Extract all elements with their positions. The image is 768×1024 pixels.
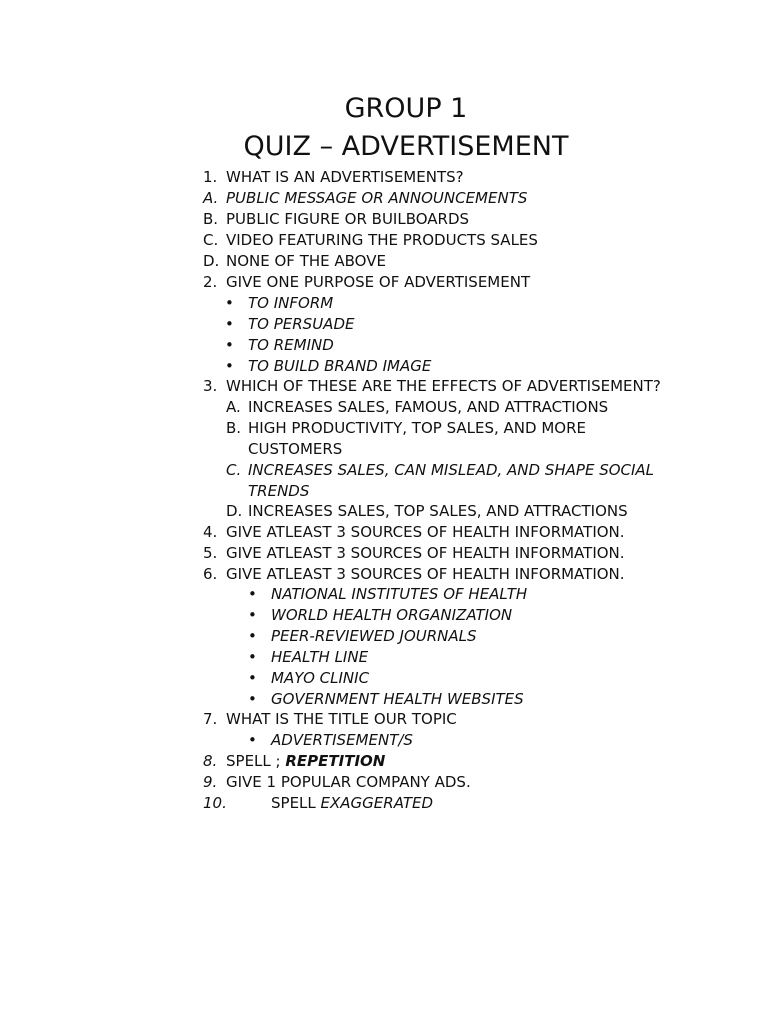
option-letter: B. [226, 419, 242, 437]
option-text: PUBLIC MESSAGE OR ANNOUNCEMENTS [226, 189, 528, 207]
question-number: 3. [203, 377, 218, 395]
option-text: NONE OF THE ABOVE [226, 252, 386, 270]
answer-text: REPETITION [285, 752, 386, 770]
option-letter: C. [226, 461, 242, 479]
bullet-dot-icon: • [248, 690, 257, 708]
question-text: GIVE ATLEAST 3 SOURCES OF HEALTH INFORMATION. [226, 544, 625, 562]
bullet-text: PEER-REVIEWED JOURNALS [271, 627, 477, 645]
bullet-text: TO REMIND [248, 336, 334, 354]
option-letter: D. [203, 252, 220, 270]
page-title: QUIZ – ADVERTISEMENT [243, 131, 569, 162]
bullet-text: TO PERSUADE [248, 315, 355, 333]
group-heading: GROUP 1 [344, 93, 468, 124]
question-text [226, 751, 385, 772]
question-prompt: SPELL ; [226, 752, 286, 770]
bullet-text: ADVERTISEMENT/S [271, 731, 413, 749]
option-text: TRENDS [248, 482, 310, 500]
question-text: WHAT IS AN ADVERTISEMENTS? [226, 168, 464, 186]
option-text: VIDEO FEATURING THE PRODUCTS SALES [226, 231, 538, 249]
bullet-dot-icon: • [248, 606, 257, 624]
question-text: GIVE ATLEAST 3 SOURCES OF HEALTH INFORMATION. [226, 523, 625, 541]
option-text: HIGH PRODUCTIVITY, TOP SALES, AND MORE [248, 419, 586, 437]
question-number: 2. [203, 273, 218, 291]
option-text: INCREASES SALES, CAN MISLEAD, AND SHAPE SOCIAL [248, 461, 655, 479]
option-text: INCREASES SALES, TOP SALES, AND ATTRACTIONS [248, 502, 628, 520]
question-number: 10. [203, 794, 227, 812]
option-letter: A. [203, 189, 219, 207]
answer-text: EXAGGERATED [320, 794, 434, 812]
question-text: GIVE 1 POPULAR COMPANY ADS. [226, 773, 471, 791]
question-text: WHICH OF THESE ARE THE EFFECTS OF ADVERTISEMENT? [226, 377, 661, 395]
bullet-dot-icon: • [225, 315, 234, 333]
bullet-dot-icon: • [225, 336, 234, 354]
question-number: 7. [203, 710, 218, 728]
option-letter: D. [226, 502, 243, 520]
option-letter: B. [203, 210, 219, 228]
option-text: PUBLIC FIGURE OR BUILBOARDS [226, 210, 470, 228]
question-text: GIVE ATLEAST 3 SOURCES OF HEALTH INFORMATION. [226, 565, 625, 583]
question-number: 4. [203, 523, 218, 541]
question-text: GIVE ONE PURPOSE OF ADVERTISEMENT [226, 273, 531, 291]
option-letter: C. [203, 231, 219, 249]
bullet-dot-icon: • [248, 585, 257, 603]
option-text: INCREASES SALES, FAMOUS, AND ATTRACTIONS [248, 398, 609, 416]
bullet-text: TO INFORM [248, 294, 334, 312]
option-letter: A. [226, 398, 241, 416]
bullet-dot-icon: • [225, 357, 234, 375]
question-number: 6. [203, 565, 218, 583]
question-prompt: SPELL [271, 794, 321, 812]
bullet-dot-icon: • [248, 669, 257, 687]
bullet-dot-icon: • [248, 627, 257, 645]
bullet-dot-icon: • [225, 294, 234, 312]
bullet-text: TO BUILD BRAND IMAGE [248, 357, 432, 375]
question-number: 8. [203, 752, 218, 770]
question-number: 9. [203, 773, 218, 791]
question-text [271, 793, 433, 814]
question-number: 5. [203, 544, 218, 562]
bullet-dot-icon: • [248, 731, 257, 749]
bullet-text: GOVERNMENT HEALTH WEBSITES [271, 690, 524, 708]
bullet-text: MAYO CLINIC [271, 669, 370, 687]
question-number: 1. [203, 168, 218, 186]
bullet-text: WORLD HEALTH ORGANIZATION [271, 606, 513, 624]
option-text: CUSTOMERS [248, 440, 343, 458]
bullet-text: HEALTH LINE [271, 648, 369, 666]
question-text: WHAT IS THE TITLE OUR TOPIC [226, 710, 457, 728]
bullet-dot-icon: • [248, 648, 257, 666]
bullet-text: NATIONAL INSTITUTES OF HEALTH [271, 585, 528, 603]
